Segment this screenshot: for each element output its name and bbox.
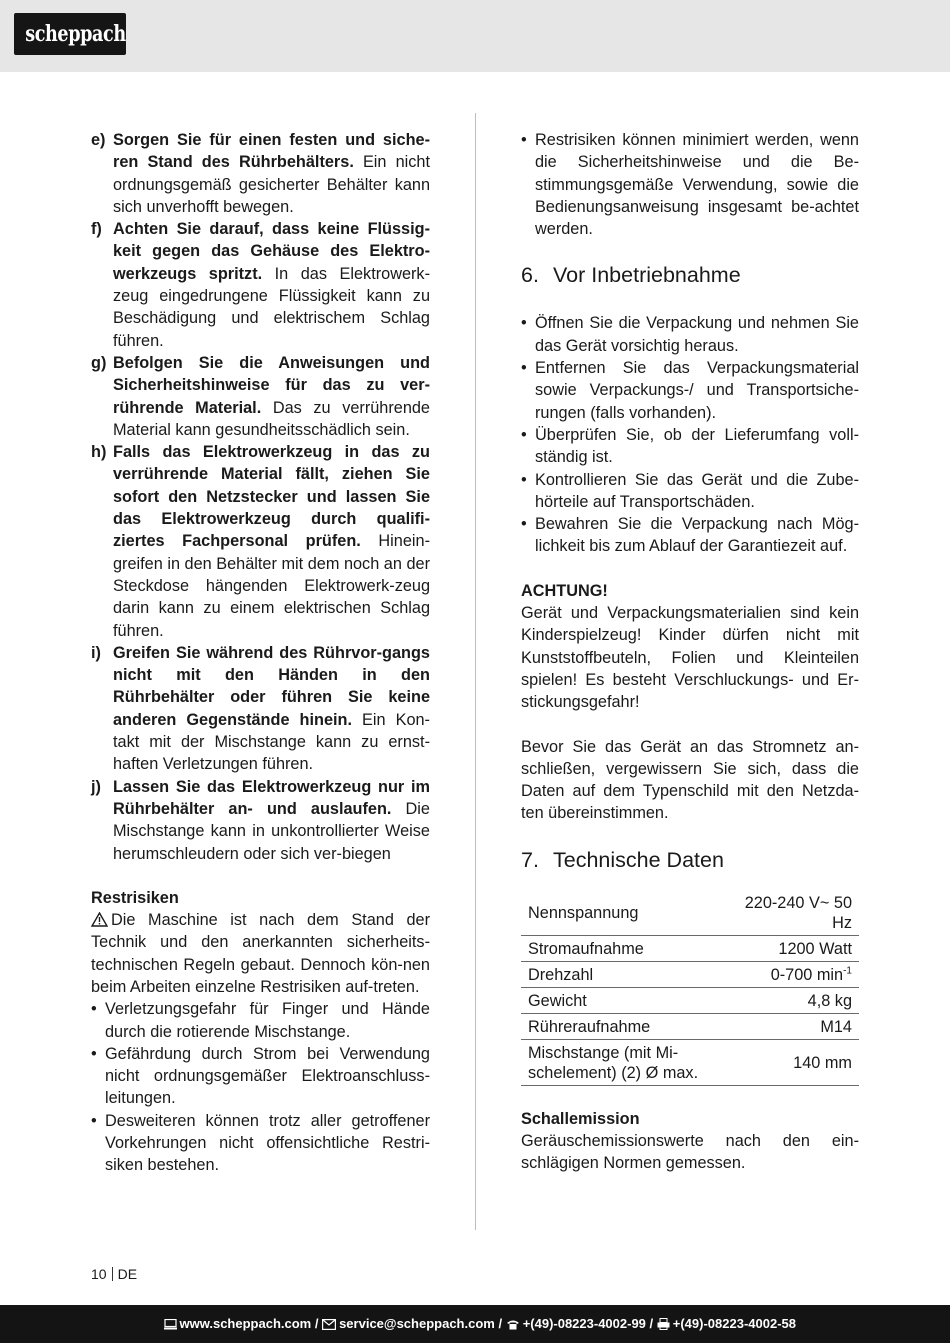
schallemission-text: Geräuschemissionswerte nach den ein-schlägigen Normen gemessen. [521, 1132, 859, 1173]
list-item [521, 357, 859, 424]
bullet-icon: • [91, 1000, 97, 1019]
item-text: Die Mischstange kann in unkontrollierter Weise herumschleudern oder sich ver-biegen [113, 799, 430, 863]
table-cell-label: Rühreraufnahme [521, 1013, 719, 1039]
item-bold-text: Achten Sie darauf, dass keine Flüssig-keit gegen das Gehäuse des Elektro-werkzeugs spritzt. [113, 220, 430, 283]
table-cell-label: Drehzahl [521, 961, 719, 987]
footer-website[interactable]: www.scheppach.com / [179, 1316, 319, 1331]
section-title: Technische Daten [553, 847, 724, 872]
footer-phone[interactable]: +(49)-08223-4002-99 / [522, 1316, 654, 1331]
restrisiken-text [91, 909, 430, 998]
brand-name: scheppach [25, 21, 126, 47]
section-number: 6. [521, 263, 539, 288]
item-bold-text: Sorgen Sie für einen festen und siche-ren Stand des Rührbehälters. [113, 131, 430, 172]
section-number: 7. [521, 847, 539, 872]
table-row [521, 1039, 859, 1085]
table-cell-value: 140 mm [719, 1039, 859, 1085]
bullet-icon: • [521, 314, 527, 333]
list-item [91, 1043, 430, 1110]
item-label: i) [91, 643, 101, 662]
item-text: Ein nicht ordnungsgemäß gesicherter Behälter kann sich unverhofft bewegen. [113, 153, 430, 216]
list-item [91, 1110, 430, 1177]
bullet-icon: • [91, 1044, 97, 1063]
warning-triangle-icon [91, 912, 108, 927]
page-number-value: 10 [91, 1266, 107, 1282]
list-item [521, 424, 859, 469]
table-cell-label: Stromaufnahme [521, 935, 719, 961]
bullet-text: Öffnen Sie die Verpackung und nehmen Sie das Gerät vorsichtig heraus. [535, 314, 859, 355]
bullet-text: Überprüfen Sie, ob der Lieferumfang voll-ständig ist. [535, 425, 859, 467]
bullet-icon: • [521, 359, 527, 378]
tech-data-table [521, 891, 859, 1086]
restrisiken-heading: Restrisiken [91, 888, 179, 907]
item-label: j) [91, 777, 101, 796]
restrisiken-body: Die Maschine ist nach dem Stand der Technik und den anerkannten sicherheits-technischen Regeln gebaut. Dennoch kön-nen beim Arbeiten einzelne Restrisiken auf-treten. [91, 911, 430, 996]
email-icon [322, 1319, 336, 1330]
item-text: In das Elektrowerk-zeug eingedrungene Flüssigkeit kann zu Beschädigung und elektrischem Schlag führen. [113, 264, 430, 350]
item-label: h) [91, 443, 107, 462]
bullet-icon: • [91, 1111, 97, 1130]
list-item [521, 312, 859, 357]
table-row [521, 961, 859, 987]
item-text: Ein Kon-takt mit der Mischstange kann zu ernst-haften Verletzungen führen. [113, 710, 430, 774]
section-title: Vor Inbetriebnahme [553, 263, 741, 288]
power-note-text: Bevor Sie das Gerät an das Stromnetz an-schließen, vergewissern Sie sich, dass die Daten auf dem Typenschild mit den Netzda-ten übereinstimmen. [521, 737, 859, 823]
brand-logo [14, 13, 126, 55]
bullet-text: Verletzungsgefahr für Finger und Hände durch die rotierende Mischstange. [105, 1000, 430, 1041]
value-text: 0-700 min [770, 965, 844, 984]
item-bold-text: Lassen Sie das Elektrowerkzeug nur im Rührbehälter an- und auslaufen. [113, 777, 430, 818]
table-cell-value: 1200 Watt [719, 935, 859, 961]
table-row [521, 891, 859, 936]
table-cell-label: Gewicht [521, 987, 719, 1013]
table-row [521, 935, 859, 961]
page-number-separator [112, 1267, 113, 1281]
table-cell-value [719, 961, 859, 987]
schallemission-heading: Schallemission [521, 1109, 640, 1128]
bullet-icon: • [521, 425, 527, 444]
page-header [0, 0, 950, 72]
bullet-text: Kontrollieren Sie das Gerät und die Zube-hörteile auf Transportschäden. [535, 470, 859, 511]
bullet-text: Restrisiken können minimiert werden, wenn die Sicherheitshinweise und die Be-stimmungsgemäße Verwendung, sowie die Bedienungsanweisung insgesamt be-achtet werden. [535, 131, 859, 239]
bullet-text: Bewahren Sie die Verpackung nach Mög-lichkeit bis zum Ablauf der Garantiezeit auf. [535, 515, 859, 556]
bullet-icon: • [521, 470, 527, 489]
table-cell-value: 4,8 kg [719, 987, 859, 1013]
bullet-text: Entfernen Sie das Verpackungsmaterial sowie Verpackungs-/ und Transportsiche-rungen (falls vorhanden). [535, 359, 859, 422]
section-7-heading [521, 847, 859, 873]
item-bold-text: Greifen Sie während des Rührvor-gangs nicht mit den Händen in den Rührbehälter oder führen Sie keine anderen Gegenstände hinein. [113, 643, 430, 729]
bullet-text: Desweiteren können trotz aller getroffener Vorkehrungen nicht offensichtliche Restri-siken bestehen. [105, 1111, 430, 1175]
bullet-icon: • [521, 515, 527, 534]
item-bold-text: Falls das Elektrowerkzeug in das zu verrührende Material fällt, ziehen Sie sofort den Netzstecker und lassen Sie das Elektrowerkzeug durch qualifi-ziertes Fachpersonal prüfen. [113, 443, 430, 551]
item-label: g) [91, 353, 107, 372]
item-bold-text: Befolgen Sie die Anweisungen und Sicherheitshinweise für das zu ver-rührende Material. [113, 353, 430, 417]
safety-item-f [91, 218, 430, 352]
table-cell-value: 220-240 V~ 50 Hz [719, 891, 859, 936]
table-row [521, 1013, 859, 1039]
computer-icon [164, 1319, 177, 1330]
column-divider [475, 113, 476, 1230]
value-superscript: -1 [843, 965, 852, 977]
achtung-text: Gerät und Verpackungsmaterialien sind kein Kinderspielzeug! Kinder dürfen nicht mit Kunststoffbeuteln, Folien und Kleinteilen spielen! Es besteht Verschluckungs- und Er-stickungsgefahr! [521, 604, 859, 712]
right-column [521, 129, 859, 1175]
safety-item-e [91, 129, 430, 218]
footer-contact [164, 1305, 797, 1343]
safety-item-i [91, 642, 430, 776]
table-cell-value: M14 [719, 1013, 859, 1039]
footer-fax[interactable]: +(49)-08223-4002-58 [672, 1316, 796, 1331]
item-label: f) [91, 220, 102, 239]
item-text: Hinein-greifen in den Behälter mit dem noch an der Steckdose hängenden Elektrowerk-zeug darin kann zu einem elektrischen Schlag führen. [113, 532, 430, 640]
list-item [91, 998, 430, 1043]
fax-icon [657, 1318, 670, 1330]
safety-item-g [91, 352, 430, 441]
table-cell-label: Nennspannung [521, 891, 719, 936]
achtung-heading: ACHTUNG! [521, 581, 608, 600]
left-column [91, 129, 430, 1177]
list-item [521, 129, 859, 240]
safety-item-h [91, 441, 430, 642]
table-cell-label: Mischstange (mit Mi-schelement) (2) Ø max. [521, 1039, 719, 1085]
safety-item-j [91, 776, 430, 865]
list-item [521, 469, 859, 514]
language-code: DE [117, 1266, 138, 1282]
phone-icon [506, 1319, 520, 1330]
bullet-icon: • [521, 131, 527, 149]
list-item [521, 513, 859, 558]
page-number [91, 1265, 137, 1283]
item-text: Das zu verrührende Material kann gesundheitsschädlich sein. [113, 398, 430, 439]
section-6-heading [521, 262, 859, 288]
footer-email[interactable]: service@scheppach.com / [339, 1316, 503, 1331]
bullet-text: Gefährdung durch Strom bei Verwendung nicht ordnungsgemäßer Elektroanschluss-leitungen. [105, 1044, 430, 1108]
page-footer [0, 1305, 950, 1343]
table-row [521, 987, 859, 1013]
item-label: e) [91, 131, 106, 149]
